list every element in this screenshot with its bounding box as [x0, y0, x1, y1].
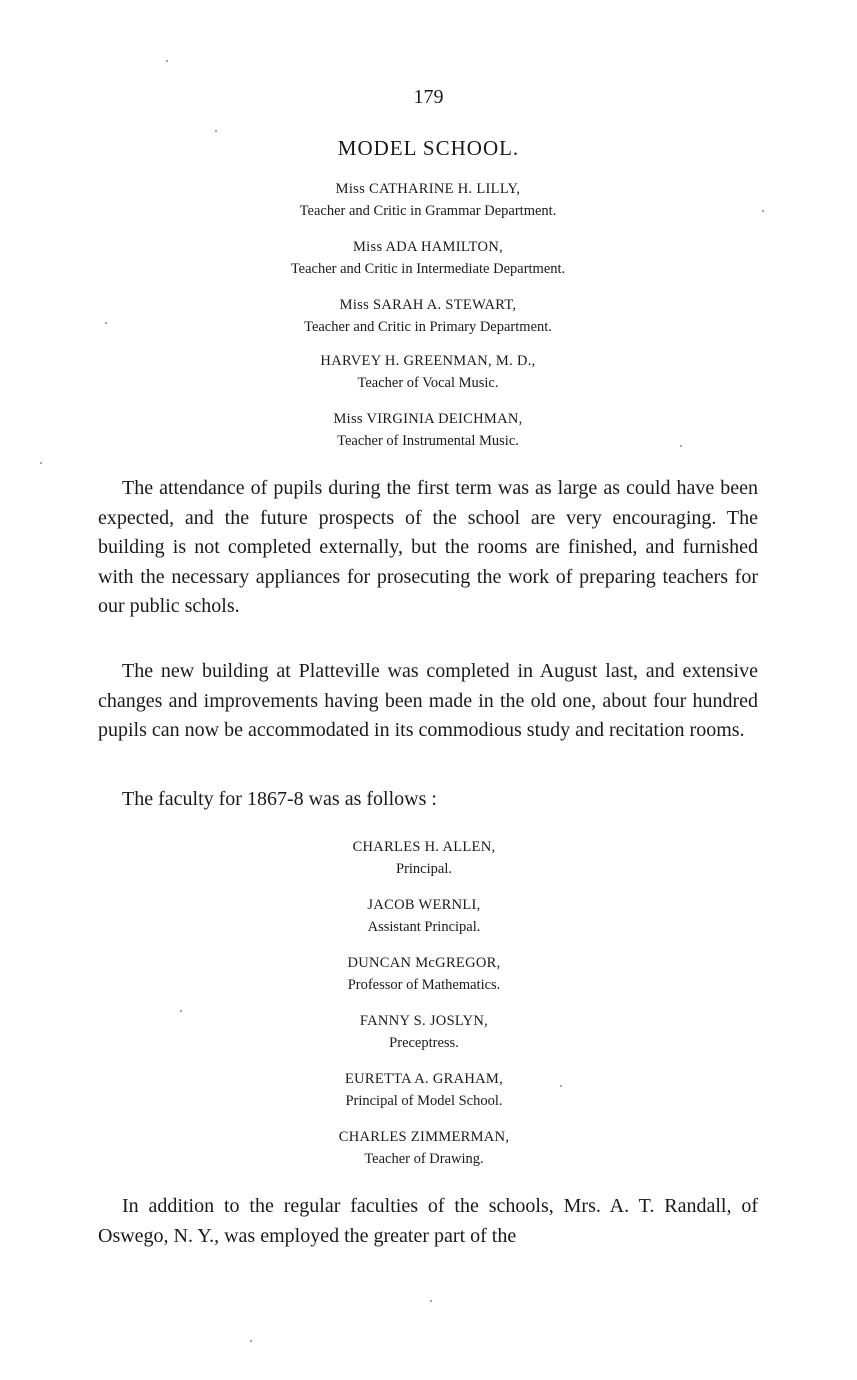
faculty-entry — [224, 1068, 624, 1112]
faculty-entry — [224, 1010, 624, 1054]
scan-speck — [762, 210, 764, 212]
scan-speck — [166, 60, 168, 62]
faculty-name: FANNY S. JOSLYN, — [359, 1013, 489, 1029]
staff-role: Teacher and Critic in Intermediate Department. — [290, 261, 566, 277]
body-paragraph — [98, 785, 758, 815]
staff-entry — [128, 408, 728, 466]
staff-role: Teacher and Critic in Primary Department. — [304, 319, 552, 335]
staff-name: Miss ADA HAMILTON, — [352, 239, 504, 255]
staff-name: Miss CATHARINE H. LILLY, — [335, 181, 521, 197]
faculty-name: DUNCAN McGREGOR, — [347, 955, 501, 971]
faculty-role: Teacher of Drawing. — [364, 1151, 484, 1167]
staff-entry — [128, 178, 728, 236]
section-title: MODEL SCHOOL. — [337, 136, 520, 160]
scan-speck — [180, 1010, 182, 1012]
staff-name: HARVEY H. GREENMAN, M. D., — [320, 353, 536, 369]
body-paragraph — [98, 474, 758, 622]
paragraph-text: The new building at Platteville was completed in August last, and extensive changes and improvements having been made in the old one, about four hundred pupils can now be accommodated in its commodious study and recitation rooms. — [98, 660, 758, 741]
scan-speck — [250, 1340, 252, 1342]
faculty-name: EURETTA A. GRAHAM, — [344, 1071, 504, 1087]
body-paragraph — [98, 657, 758, 746]
faculty-name: CHARLES ZIMMERMAN, — [338, 1129, 510, 1145]
staff-entry — [128, 236, 728, 294]
scan-speck — [430, 1300, 432, 1302]
staff-role: Teacher of Instrumental Music. — [337, 433, 519, 449]
scan-speck — [560, 1085, 562, 1087]
staff-name: Miss SARAH A. STEWART, — [339, 297, 517, 313]
faculty-role: Preceptress. — [389, 1035, 459, 1051]
scan-speck — [105, 322, 107, 324]
faculty-role: Professor of Mathematics. — [347, 977, 501, 993]
staff-name: Miss VIRGINIA DEICHMAN, — [333, 411, 523, 427]
staff-entry — [128, 294, 728, 352]
faculty-entry — [224, 1126, 624, 1170]
paragraph-text: The faculty for 1867-8 was as follows : — [122, 788, 437, 810]
scan-speck — [215, 130, 217, 132]
scan-speck — [40, 462, 42, 464]
closing-paragraph — [98, 1192, 758, 1251]
faculty-entry — [224, 952, 624, 996]
faculty-role: Principal. — [396, 861, 452, 877]
staff-role: Teacher and Critic in Grammar Department. — [299, 203, 557, 219]
scan-speck — [680, 445, 682, 447]
faculty-name: JACOB WERNLI, — [367, 897, 481, 913]
staff-entry — [128, 350, 728, 408]
faculty-role: Assistant Principal. — [367, 919, 481, 935]
faculty-role: Principal of Model School. — [345, 1093, 503, 1109]
paragraph-text: In addition to the regular faculties of the schools, Mrs. A. T. Randall, of Oswego, N. Y., was employed the greater part of the — [98, 1195, 758, 1247]
staff-role: Teacher of Vocal Music. — [357, 375, 499, 391]
paragraph-text: The attendance of pupils during the first term was as large as could have been expected, and the future prospects of the school are very encouraging. The building is not completed externally, but the rooms are finished, and furnished with the necessary appliances for prosecuting the work of preparing teachers for our public schols. — [98, 477, 758, 617]
faculty-entry — [224, 894, 624, 938]
faculty-entry — [224, 836, 624, 880]
page-number: 179 — [413, 86, 444, 108]
faculty-name: CHARLES H. ALLEN, — [352, 839, 496, 855]
